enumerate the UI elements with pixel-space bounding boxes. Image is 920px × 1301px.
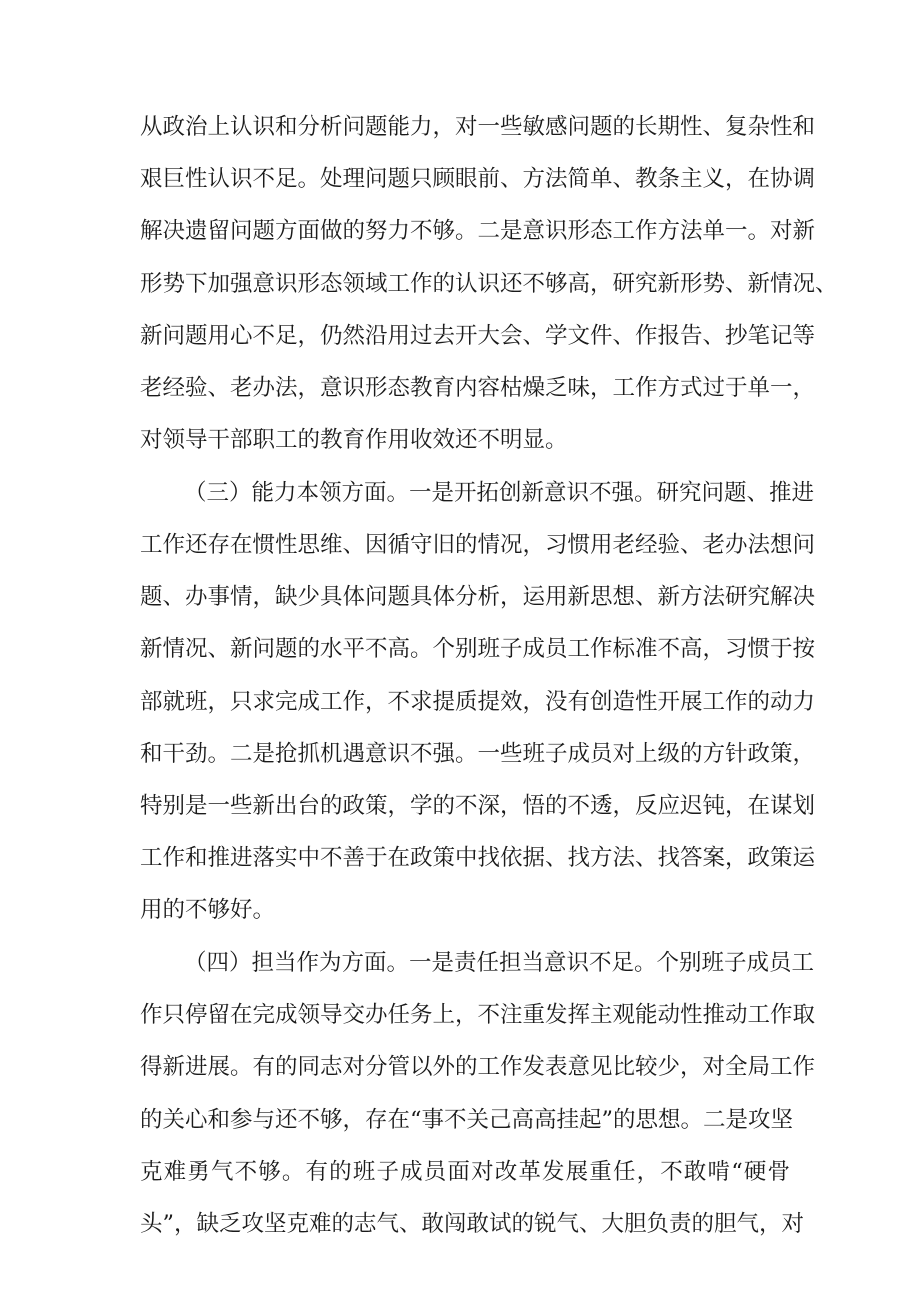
text-line: 从政治上认识和分析问题能力，对一些敏感问题的长期性、复杂性和 — [140, 114, 816, 140]
text-line: 对领导干部职工的教育作用收效还不明显。 — [140, 427, 568, 453]
text-line: 艰巨性认识不足。处理问题只顾眼前、方法简单、教条主义，在协调 — [140, 166, 816, 192]
text-line: 用的不够好。 — [140, 897, 276, 923]
text-line: 新问题用心不足，仍然沿用过去开大会、学文件、作报告、抄笔记等 — [140, 323, 816, 349]
text-line: 题、办事情，缺少具体问题具体分析，运用新思想、新方法研究解决 — [140, 584, 816, 610]
text-line: 新情况、新问题的水平不高。个别班子成员工作标准不高，习惯于按 — [140, 636, 816, 662]
text-line: 的关心和参与还不够，存在“事不关己高高挂起”的思想。二是攻坚 — [140, 1107, 794, 1133]
paragraph-heading-line: （三）能力本领方面。一是开拓创新意识不强。研究问题、推进 — [184, 480, 815, 506]
text-line: 工作和推进落实中不善于在政策中找依据、找方法、找答案，政策运 — [140, 845, 816, 871]
text-line: 克难勇气不够。有的班子成员面对改革发展重任，不敢啃“硬骨 — [140, 1159, 790, 1185]
text-line: 特别是一些新出台的政策，学的不深，悟的不透，反应迟钝，在谋划 — [140, 793, 816, 819]
text-line: 和干劲。二是抢抓机遇意识不强。一些班子成员对上级的方针政策， — [140, 741, 816, 767]
text-line: 得新进展。有的同志对分管以外的工作发表意见比较少，对全局工作 — [140, 1054, 816, 1080]
paragraph-heading-line: （四）担当作为方面。一是责任担当意识不足。个别班子成员工 — [184, 950, 815, 976]
text-line: 工作还存在惯性思维、因循守旧的情况，习惯用老经验、老办法想问 — [140, 532, 816, 558]
text-line: 老经验、老办法，意识形态教育内容枯燥乏味，工作方式过于单一， — [140, 375, 816, 401]
text-line: 部就班，只求完成工作，不求提质提效，没有创造性开展工作的动力 — [140, 689, 816, 715]
text-line: 解决遗留问题方面做的努力不够。二是意识形态工作方法单一。对新 — [140, 218, 816, 244]
text-line: 形势下加强意识形态领域工作的认识还不够高，研究新形势、新情况、 — [140, 271, 838, 297]
text-line: 头”，缺乏攻坚克难的志气、敢闯敢试的锐气、大胆负责的胆气，对 — [140, 1211, 805, 1237]
text-line: 作只停留在完成领导交办任务上，不注重发挥主观能动性推动工作取 — [140, 1002, 816, 1028]
